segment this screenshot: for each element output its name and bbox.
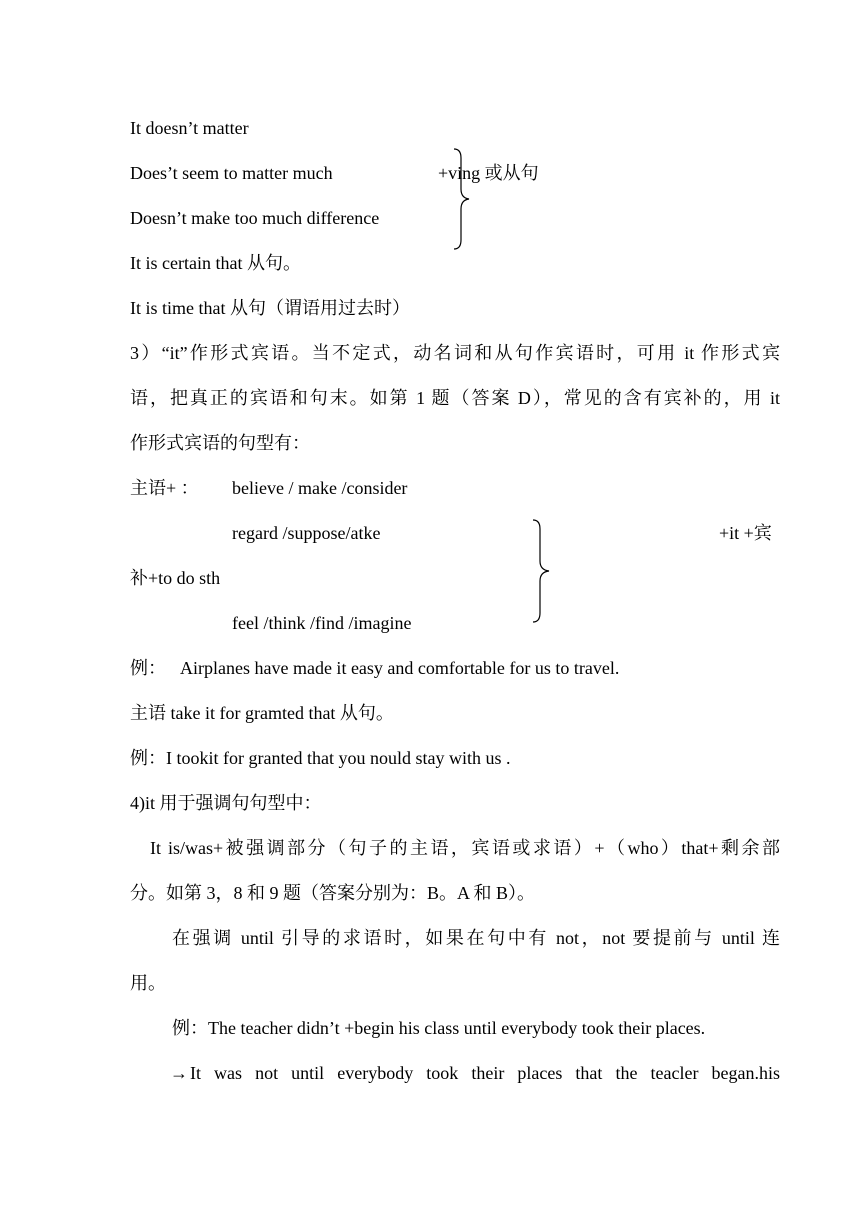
paragraph-line: 用。	[130, 973, 166, 993]
brace-icon	[452, 148, 474, 250]
text-line: +it +宾	[719, 523, 772, 543]
paragraph-line: 分。如第 3，8 和 9 题（答案分别为：B。A 和 B）。	[130, 883, 536, 903]
text-line: 主语+ ：	[130, 478, 199, 498]
text-line: 补+to do sth	[130, 568, 221, 588]
arrow-icon: →	[170, 1063, 188, 1083]
text-line: Does’t seem to matter much	[130, 163, 333, 183]
paragraph-line: 3）“it”作形式宾语。当不定式，动名词和从句作宾语时，可用 it 作形式宾	[130, 343, 780, 363]
text-line: regard /suppose/atke	[232, 523, 381, 543]
paragraph-line: It is/was+被强调部分（句子的主语，宾语或求语）+（who）that+剩余部	[150, 838, 780, 858]
text-line: 例：	[130, 658, 166, 678]
section-heading: 4)it 用于强调句句型中：	[130, 793, 322, 813]
paragraph-line: It was not until everybody took their places that the teacler began.his	[190, 1063, 780, 1083]
text-line: +ving 或从句	[438, 163, 539, 183]
text-line: 例：The teacher didn’t +begin his class until everybody took their places.	[172, 1018, 706, 1038]
text-line: 主语 take it for gramted that 从句。	[130, 703, 394, 723]
text-line: 例：I tookit for granted that you nould stay with us .	[130, 748, 511, 768]
brace-icon	[531, 519, 553, 623]
text-line: Doesn’t make too much difference	[130, 208, 380, 228]
text-line: Airplanes have made it easy and comfortable for us to travel.	[180, 658, 620, 678]
paragraph-line: 语，把真正的宾语和句末。如第 1 题（答案 D），常见的含有宾补的，用 it	[130, 388, 780, 408]
text-line: It is certain that 从句。	[130, 253, 301, 273]
text-line: It doesn’t matter	[130, 118, 249, 138]
paragraph-line: 在强调 until 引导的求语时，如果在句中有 not，not 要提前与 until 连	[172, 928, 780, 948]
text-line: It is time that 从句（谓语用过去时）	[130, 298, 410, 318]
paragraph-line: 作形式宾语的句型有：	[130, 433, 310, 453]
text-line: believe / make /consider	[232, 478, 408, 498]
text-line: feel /think /find /imagine	[232, 613, 412, 633]
